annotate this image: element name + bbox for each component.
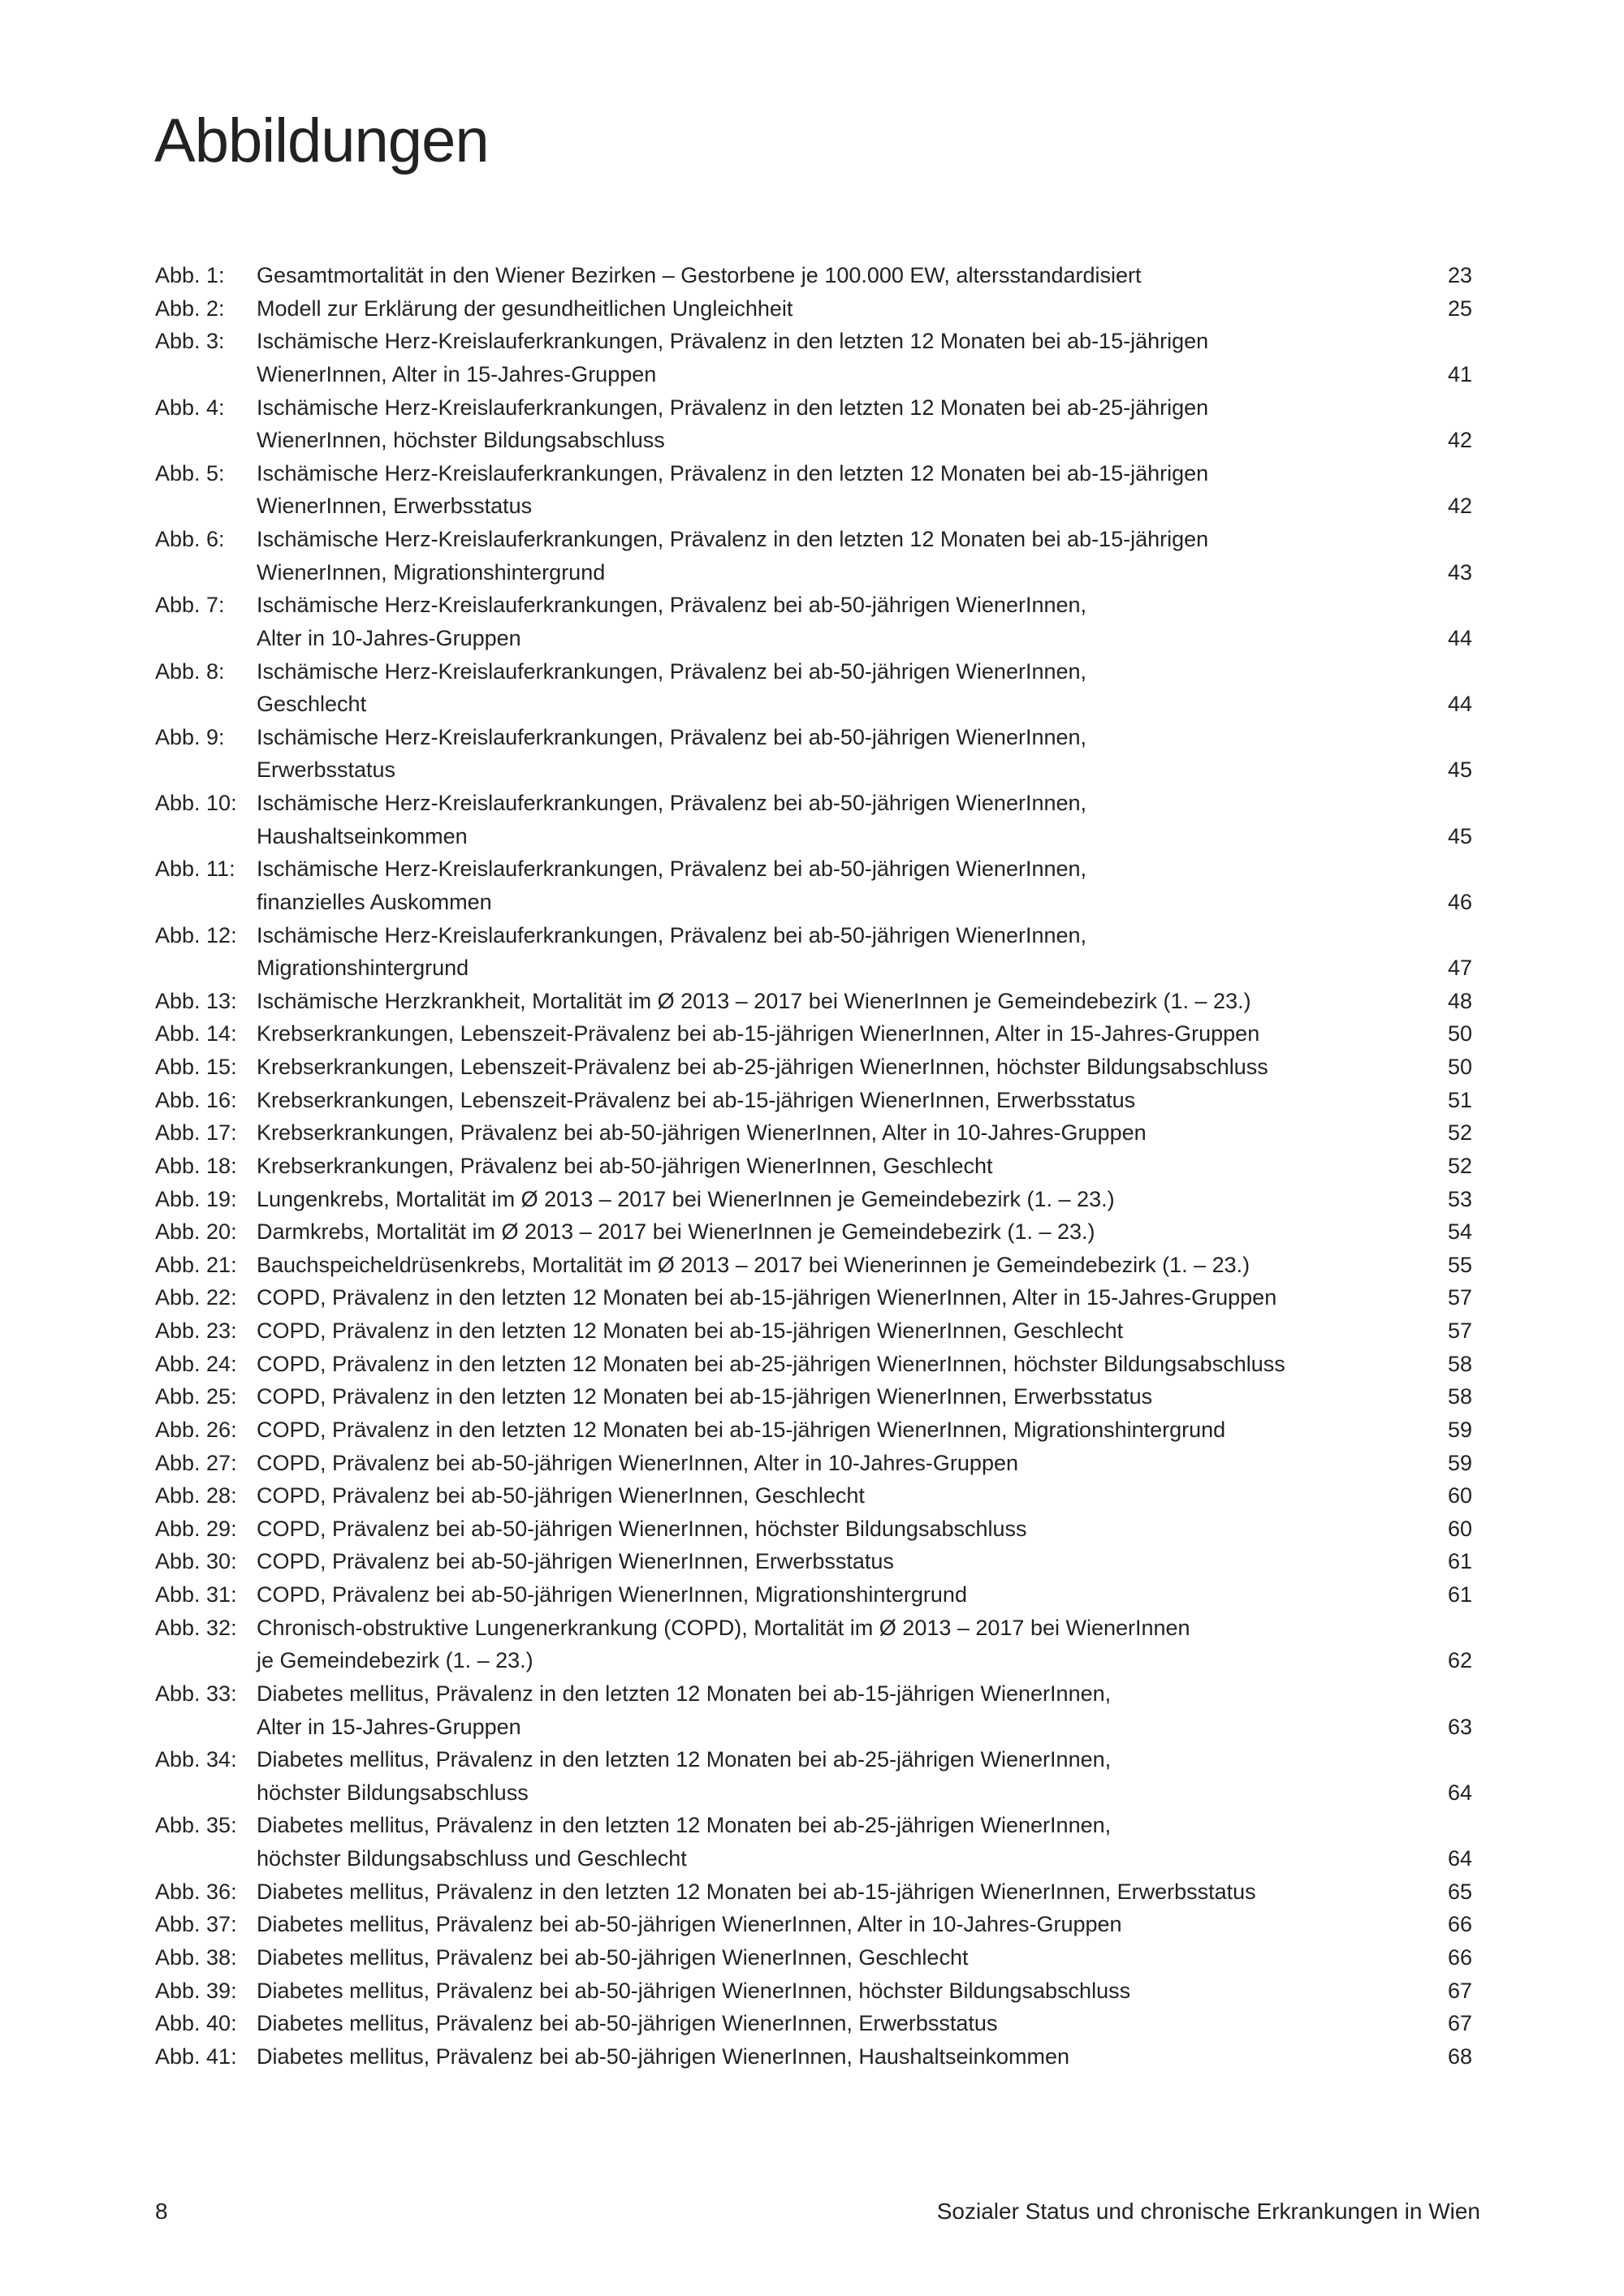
figure-entry[interactable]	[155, 1479, 1472, 1513]
entry-line	[155, 1578, 1472, 1612]
figure-entry[interactable]	[155, 1875, 1472, 1909]
entry-line	[155, 787, 1472, 820]
page-reference[interactable]: 25	[1447, 296, 1472, 321]
entry-line	[155, 1116, 1472, 1150]
page-reference[interactable]: 42	[1447, 428, 1472, 453]
entry-line	[155, 1314, 1472, 1348]
figure-label: Abb. 32:	[155, 1615, 237, 1640]
figure-label: Abb. 6:	[155, 527, 225, 551]
page-reference[interactable]: 60	[1447, 1483, 1472, 1508]
figure-caption: Krebserkrankungen, Prävalenz bei ab-50-jährigen WienerInnen, Geschlecht	[257, 1153, 993, 1178]
figure-label: Abb. 25:	[155, 1384, 237, 1409]
figure-caption: Ischämische Herz-Kreislauferkrankungen, Prävalenz in den letzten 12 Monaten bei ab-15-jährigen	[257, 460, 1209, 486]
entry-line	[155, 292, 1472, 326]
entry-line	[155, 556, 1472, 589]
figure-entry[interactable]	[155, 2007, 1472, 2040]
figure-entry[interactable]	[155, 1809, 1472, 1875]
page-reference[interactable]: 58	[1447, 1351, 1472, 1376]
figure-caption: Ischämische Herz-Kreislauferkrankungen, Prävalenz bei ab-50-jährigen WienerInnen,	[257, 791, 1087, 815]
page-reference[interactable]: 68	[1447, 2044, 1472, 2069]
figure-entry[interactable]	[155, 1314, 1472, 1348]
figure-label: Abb. 40:	[155, 2011, 237, 2036]
figure-entry[interactable]	[155, 655, 1472, 721]
figure-caption: Ischämische Herz-Kreislauferkrankungen, Prävalenz bei ab-50-jährigen WienerInnen,	[257, 724, 1087, 749]
entry-line	[155, 622, 1472, 655]
figure-caption: WienerInnen, Alter in 15-Jahres-Gruppen	[257, 361, 657, 386]
figure-label: Abb. 28:	[155, 1483, 237, 1508]
page-reference[interactable]: 67	[1447, 1978, 1472, 2003]
entry-line	[155, 1084, 1472, 1117]
figure-label: Abb. 1:	[155, 263, 225, 287]
figure-entry[interactable]	[155, 1281, 1472, 1314]
figure-label: Abb. 30:	[155, 1549, 237, 1574]
figure-caption: Krebserkrankungen, Lebenszeit-Prävalenz bei ab-15-jährigen WienerInnen, Erwerbsstatus	[257, 1087, 1136, 1112]
page-reference[interactable]: 46	[1447, 889, 1472, 914]
figure-entry[interactable]	[155, 1116, 1472, 1150]
page-reference[interactable]: 65	[1447, 1879, 1472, 1904]
figure-caption: Ischämische Herz-Kreislauferkrankungen, Prävalenz bei ab-50-jährigen WienerInnen,	[257, 857, 1087, 882]
figure-label: Abb. 2:	[155, 296, 225, 321]
figure-label: Abb. 15:	[155, 1055, 237, 1079]
figure-entry[interactable]	[155, 1413, 1472, 1447]
entry-line	[155, 391, 1472, 425]
page-reference[interactable]: 47	[1447, 956, 1472, 981]
page-reference[interactable]: 23	[1447, 263, 1472, 287]
page-reference[interactable]: 58	[1447, 1384, 1472, 1409]
entry-line	[155, 886, 1472, 919]
page-reference[interactable]: 41	[1447, 361, 1472, 386]
figure-entry[interactable]	[155, 523, 1472, 589]
figure-entry[interactable]	[155, 1513, 1472, 1546]
figure-label: Abb. 17:	[155, 1120, 237, 1146]
entry-line	[155, 523, 1472, 556]
entry-line	[155, 2007, 1472, 2040]
figure-caption: COPD, Prävalenz bei ab-50-jährigen WienerInnen, höchster Bildungsabschluss	[257, 1516, 1027, 1541]
figure-label: Abb. 13:	[155, 988, 237, 1013]
figure-caption: je Gemeindebezirk (1. – 23.)	[257, 1648, 533, 1673]
entry-line	[155, 1215, 1472, 1249]
figure-caption: WienerInnen, Migrationshintergrund	[257, 559, 606, 585]
figure-label: Abb. 41:	[155, 2044, 237, 2069]
figure-label: Abb. 5:	[155, 460, 225, 486]
entry-line	[155, 1743, 1472, 1776]
figure-entry[interactable]	[155, 1084, 1472, 1117]
figure-entry[interactable]	[155, 1941, 1472, 1974]
entry-line	[155, 358, 1472, 391]
entry-line	[155, 1380, 1472, 1413]
figure-label: Abb. 14:	[155, 1021, 237, 1047]
entry-line	[155, 490, 1472, 523]
figure-caption: COPD, Prävalenz in den letzten 12 Monaten bei ab-25-jährigen WienerInnen, höchster Bildungsabschluss	[257, 1351, 1285, 1376]
figure-label: Abb. 10:	[155, 791, 237, 815]
figure-caption: Krebserkrankungen, Lebenszeit-Prävalenz bei ab-25-jährigen WienerInnen, höchster Bildungsabschluss	[257, 1055, 1268, 1079]
figure-caption: COPD, Prävalenz bei ab-50-jährigen WienerInnen, Erwerbsstatus	[257, 1549, 894, 1574]
figure-entry[interactable]	[155, 292, 1472, 326]
figure-label: Abb. 37:	[155, 1912, 237, 1937]
entry-line	[155, 1612, 1472, 1645]
figure-label: Abb. 34:	[155, 1747, 237, 1772]
figure-label: Abb. 8:	[155, 658, 225, 684]
figure-caption: Bauchspeicheldrüsenkrebs, Mortalität im Ø 2013 – 2017 bei Wienerinnen je Gemeindebezirk (1. – 23.)	[257, 1252, 1250, 1277]
figure-entry[interactable]	[155, 259, 1472, 292]
page-reference[interactable]: 55	[1447, 1252, 1472, 1277]
entry-line	[155, 721, 1472, 754]
entry-line	[155, 589, 1472, 622]
figure-entry[interactable]	[155, 1150, 1472, 1183]
entry-line	[155, 1842, 1472, 1875]
entry-line	[155, 1545, 1472, 1578]
entry-line	[155, 688, 1472, 721]
figure-caption: Lungenkrebs, Mortalität im Ø 2013 – 2017 bei WienerInnen je Gemeindebezirk (1. – 23.)	[257, 1186, 1115, 1211]
page-reference[interactable]: 42	[1447, 494, 1472, 519]
figure-entry[interactable]	[155, 1348, 1472, 1381]
figure-label: Abb. 39:	[155, 1978, 237, 2003]
page-reference[interactable]: 48	[1447, 988, 1472, 1013]
figure-entry[interactable]	[155, 721, 1472, 787]
figure-caption: Chronisch-obstruktive Lungenerkrankung (COPD), Mortalität im Ø 2013 – 2017 bei WienerInnen	[257, 1615, 1190, 1640]
entry-line	[155, 2040, 1472, 2074]
page-reference[interactable]: 61	[1447, 1549, 1472, 1574]
figure-caption: Diabetes mellitus, Prävalenz in den letzten 12 Monaten bei ab-25-jährigen WienerInnen,	[257, 1747, 1112, 1772]
figure-label: Abb. 19:	[155, 1186, 237, 1211]
entry-line	[155, 1875, 1472, 1909]
figure-caption: COPD, Prävalenz in den letzten 12 Monaten bei ab-15-jährigen WienerInnen, Migrationshintergrund	[257, 1417, 1226, 1442]
figure-entry[interactable]	[155, 1051, 1472, 1084]
page-reference[interactable]: 53	[1447, 1186, 1472, 1211]
page-reference[interactable]: 45	[1447, 823, 1472, 848]
entry-line	[155, 1281, 1472, 1314]
figure-label: Abb. 11:	[155, 857, 235, 882]
figure-list	[155, 259, 1472, 2073]
figure-caption: Geschlecht	[257, 692, 367, 717]
figure-entry[interactable]	[155, 1215, 1472, 1249]
entry-line	[155, 952, 1472, 985]
figure-caption: COPD, Prävalenz in den letzten 12 Monaten bei ab-15-jährigen WienerInnen, Erwerbsstatus	[257, 1384, 1153, 1409]
page-reference[interactable]: 61	[1447, 1582, 1472, 1607]
page-reference[interactable]: 54	[1447, 1219, 1472, 1245]
page-reference[interactable]: 66	[1447, 1944, 1472, 1970]
figure-label: Abb. 36:	[155, 1879, 237, 1904]
entry-line	[155, 820, 1472, 853]
page-reference[interactable]: 44	[1447, 692, 1472, 717]
figure-caption: COPD, Prävalenz bei ab-50-jährigen WienerInnen, Alter in 10-Jahres-Gruppen	[257, 1450, 1018, 1475]
entry-line	[155, 1711, 1472, 1744]
figure-caption: Diabetes mellitus, Prävalenz bei ab-50-jährigen WienerInnen, Erwerbsstatus	[257, 2011, 998, 2036]
entry-line	[155, 1908, 1472, 1941]
entry-line	[155, 1447, 1472, 1480]
figure-caption: WienerInnen, Erwerbsstatus	[257, 494, 533, 519]
figure-entry[interactable]	[155, 1612, 1472, 1677]
figure-caption: COPD, Prävalenz in den letzten 12 Monaten bei ab-15-jährigen WienerInnen, Geschlecht	[257, 1318, 1124, 1343]
figure-caption: Alter in 15-Jahres-Gruppen	[257, 1714, 521, 1739]
entry-line	[155, 1413, 1472, 1447]
figure-label: Abb. 38:	[155, 1944, 237, 1970]
entry-line	[155, 985, 1472, 1018]
figure-caption: Diabetes mellitus, Prävalenz in den letzten 12 Monaten bei ab-15-jährigen WienerInnen, Erwerbsstatus	[257, 1879, 1256, 1904]
figure-entry[interactable]	[155, 985, 1472, 1018]
entry-line	[155, 1249, 1472, 1282]
figure-caption: Erwerbsstatus	[257, 757, 396, 783]
page-reference[interactable]: 52	[1447, 1153, 1472, 1178]
figure-caption: Ischämische Herz-Kreislauferkrankungen, Prävalenz bei ab-50-jährigen WienerInnen,	[257, 922, 1087, 947]
figure-caption: Modell zur Erklärung der gesundheitlichen Ungleichheit	[257, 296, 793, 321]
figure-label: Abb. 33:	[155, 1681, 237, 1706]
figure-caption: COPD, Prävalenz bei ab-50-jährigen WienerInnen, Geschlecht	[257, 1483, 865, 1508]
page-reference[interactable]: 50	[1447, 1055, 1472, 1079]
figure-entry[interactable]	[155, 457, 1472, 523]
entry-line	[155, 1677, 1472, 1711]
figure-label: Abb. 35:	[155, 1813, 237, 1838]
entry-line	[155, 259, 1472, 292]
entry-line	[155, 457, 1472, 490]
figure-entry[interactable]	[155, 1908, 1472, 1941]
entry-line	[155, 919, 1472, 952]
entry-line	[155, 424, 1472, 457]
figure-label: Abb. 3:	[155, 329, 225, 354]
page-reference[interactable]: 52	[1447, 1120, 1472, 1146]
figure-label: Abb. 20:	[155, 1219, 237, 1245]
figure-entry[interactable]	[155, 1677, 1472, 1743]
figure-caption: Krebserkrankungen, Prävalenz bei ab-50-jährigen WienerInnen, Alter in 10-Jahres-Gruppen	[257, 1120, 1147, 1146]
figure-label: Abb. 26:	[155, 1417, 237, 1442]
figure-caption: Ischämische Herzkrankheit, Mortalität im Ø 2013 – 2017 bei WienerInnen je Gemeindebezirk (1. – 23.)	[257, 988, 1251, 1013]
entry-line	[155, 655, 1472, 688]
entry-line	[155, 1974, 1472, 2008]
figure-caption: Migrationshintergrund	[257, 956, 469, 981]
figure-caption: Diabetes mellitus, Prävalenz bei ab-50-jährigen WienerInnen, Alter in 10-Jahres-Gruppen	[257, 1912, 1122, 1937]
page-reference[interactable]: 67	[1447, 2011, 1472, 2036]
figure-entry[interactable]	[155, 1578, 1472, 1612]
figure-entry[interactable]	[155, 1743, 1472, 1809]
figure-entry[interactable]	[155, 325, 1472, 391]
figure-label: Abb. 24:	[155, 1351, 237, 1376]
figure-caption: Haushaltseinkommen	[257, 823, 468, 848]
figure-entry[interactable]	[155, 1249, 1472, 1282]
page-reference[interactable]: 51	[1447, 1087, 1472, 1112]
figure-entry[interactable]	[155, 1974, 1472, 2008]
figure-entry[interactable]	[155, 2040, 1472, 2074]
figure-entry[interactable]	[155, 1380, 1472, 1413]
entry-line	[155, 1776, 1472, 1810]
entry-line	[155, 325, 1472, 358]
figure-caption: Diabetes mellitus, Prävalenz bei ab-50-jährigen WienerInnen, höchster Bildungsabschluss	[257, 1978, 1131, 2003]
figure-caption: Gesamtmortalität in den Wiener Bezirken – Gestorbene je 100.000 EW, altersstandardisiert	[257, 263, 1142, 287]
figure-entry[interactable]	[155, 919, 1472, 985]
entry-line	[155, 1644, 1472, 1677]
figure-caption: Ischämische Herz-Kreislauferkrankungen, Prävalenz in den letzten 12 Monaten bei ab-25-jährigen	[257, 395, 1209, 420]
entry-line	[155, 1017, 1472, 1051]
figure-label: Abb. 12:	[155, 922, 237, 947]
page-reference[interactable]: 45	[1447, 757, 1472, 783]
page-reference[interactable]: 59	[1447, 1417, 1472, 1442]
figure-label: Abb. 31:	[155, 1582, 237, 1607]
footer-publication-title: Sozialer Status und chronische Erkrankungen in Wien	[936, 2199, 1480, 2224]
figure-entry[interactable]	[155, 1183, 1472, 1216]
figure-caption: Darmkrebs, Mortalität im Ø 2013 – 2017 bei WienerInnen je Gemeindebezirk (1. – 23.)	[257, 1219, 1095, 1245]
figure-caption: höchster Bildungsabschluss	[257, 1780, 529, 1805]
figure-entry[interactable]	[155, 589, 1472, 654]
entry-line	[155, 1150, 1472, 1183]
page-reference[interactable]: 57	[1447, 1318, 1472, 1343]
entry-line	[155, 1183, 1472, 1216]
page-reference[interactable]: 60	[1447, 1516, 1472, 1541]
entry-line	[155, 1051, 1472, 1084]
footer-page-number: 8	[155, 2199, 168, 2224]
page-reference[interactable]: 57	[1447, 1285, 1472, 1310]
figure-entry[interactable]	[155, 1017, 1472, 1051]
page-title: Abbildungen	[154, 106, 489, 175]
figure-label: Abb. 4:	[155, 395, 225, 420]
figure-caption: Ischämische Herz-Kreislauferkrankungen, Prävalenz in den letzten 12 Monaten bei ab-15-jährigen	[257, 527, 1209, 551]
figure-caption: höchster Bildungsabschluss und Geschlecht	[257, 1846, 687, 1871]
figure-label: Abb. 7:	[155, 593, 225, 618]
figure-caption: Ischämische Herz-Kreislauferkrankungen, Prävalenz in den letzten 12 Monaten bei ab-15-jährigen	[257, 329, 1209, 354]
page-reference[interactable]: 59	[1447, 1450, 1472, 1475]
figure-caption: Ischämische Herz-Kreislauferkrankungen, Prävalenz bei ab-50-jährigen WienerInnen,	[257, 658, 1087, 684]
figure-caption: Diabetes mellitus, Prävalenz bei ab-50-jährigen WienerInnen, Haushaltseinkommen	[257, 2044, 1070, 2069]
figure-label: Abb. 29:	[155, 1516, 237, 1541]
page-reference[interactable]: 62	[1447, 1648, 1472, 1673]
figure-caption: Alter in 10-Jahres-Gruppen	[257, 625, 521, 650]
page-reference[interactable]: 44	[1447, 625, 1472, 650]
figure-entry[interactable]	[155, 787, 1472, 852]
figure-caption: COPD, Prävalenz bei ab-50-jährigen WienerInnen, Migrationshintergrund	[257, 1582, 967, 1607]
entry-line	[155, 1513, 1472, 1546]
figure-caption: finanzielles Auskommen	[257, 889, 492, 914]
figure-caption: Diabetes mellitus, Prävalenz in den letzten 12 Monaten bei ab-25-jährigen WienerInnen,	[257, 1813, 1112, 1838]
page-reference[interactable]: 64	[1447, 1846, 1472, 1871]
figure-entry[interactable]	[155, 1447, 1472, 1480]
figure-label: Abb. 21:	[155, 1252, 237, 1277]
entry-line	[155, 1941, 1472, 1974]
entry-line	[155, 1809, 1472, 1842]
page-reference[interactable]: 66	[1447, 1912, 1472, 1937]
entry-line	[155, 852, 1472, 886]
figure-entry[interactable]	[155, 852, 1472, 918]
entry-line	[155, 753, 1472, 787]
figure-caption: Diabetes mellitus, Prävalenz bei ab-50-jährigen WienerInnen, Geschlecht	[257, 1944, 969, 1970]
figure-label: Abb. 18:	[155, 1153, 237, 1178]
figure-label: Abb. 16:	[155, 1087, 237, 1112]
entry-line	[155, 1348, 1472, 1381]
figure-caption: Krebserkrankungen, Lebenszeit-Prävalenz bei ab-15-jährigen WienerInnen, Alter in 15-Jahres-Gruppen	[257, 1021, 1260, 1047]
figure-label: Abb. 23:	[155, 1318, 237, 1343]
figure-entry[interactable]	[155, 391, 1472, 457]
figure-label: Abb. 9:	[155, 724, 225, 749]
figure-caption: COPD, Prävalenz in den letzten 12 Monaten bei ab-15-jährigen WienerInnen, Alter in 15-Jahres-Gruppen	[257, 1285, 1277, 1310]
figure-caption: Ischämische Herz-Kreislauferkrankungen, Prävalenz bei ab-50-jährigen WienerInnen,	[257, 593, 1087, 618]
page-reference[interactable]: 50	[1447, 1021, 1472, 1047]
entry-line	[155, 1479, 1472, 1513]
figure-caption: WienerInnen, höchster Bildungsabschluss	[257, 428, 665, 453]
figure-label: Abb. 22:	[155, 1285, 237, 1310]
figure-entry[interactable]	[155, 1545, 1472, 1578]
figure-label: Abb. 27:	[155, 1450, 237, 1475]
page-reference[interactable]: 43	[1447, 559, 1472, 585]
figure-caption: Diabetes mellitus, Prävalenz in den letzten 12 Monaten bei ab-15-jährigen WienerInnen,	[257, 1681, 1112, 1706]
page-reference[interactable]: 63	[1447, 1714, 1472, 1739]
page-reference[interactable]: 64	[1447, 1780, 1472, 1805]
